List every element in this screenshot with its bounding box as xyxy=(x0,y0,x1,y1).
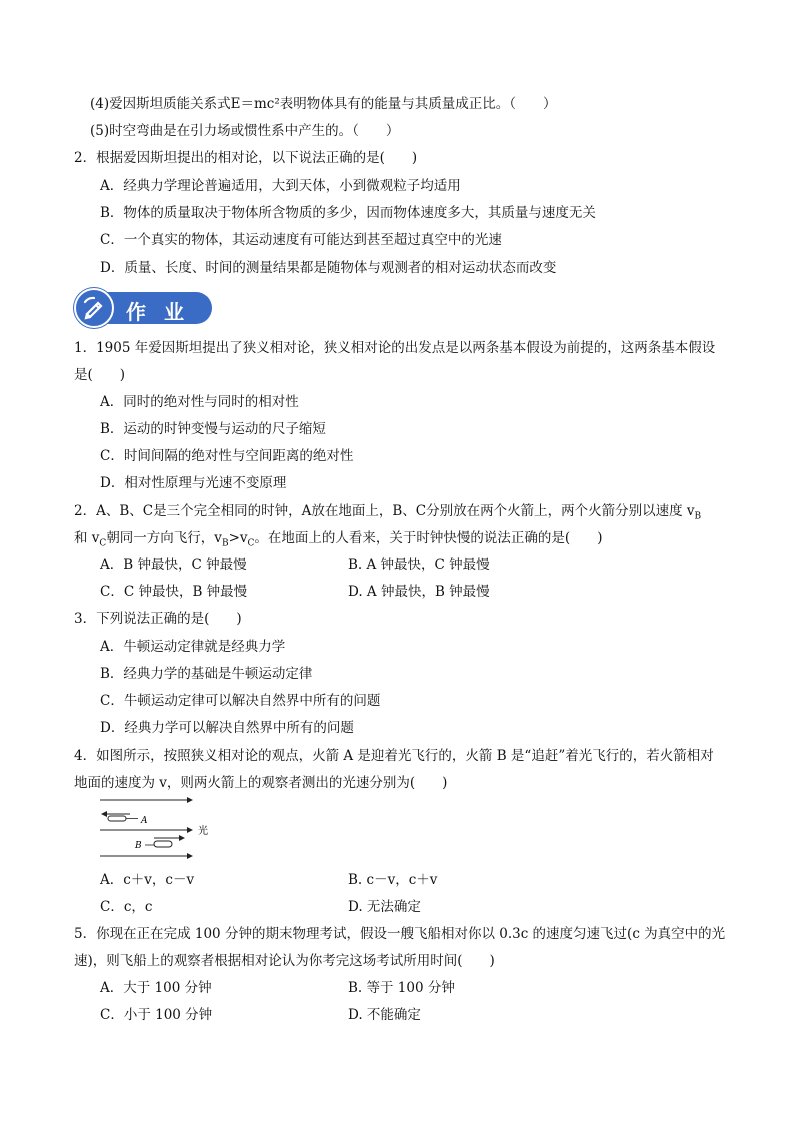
option-b: B．物体的质量取决于物体所含物质的多少，因而物体速度多大，其质量与速度无关 xyxy=(100,205,596,221)
option-a: A．B 钟最快，C 钟最慢 xyxy=(100,557,247,573)
option-d: D．质量、长度、时间的测量结果都是随物体与观测者的相对运动状态而改变 xyxy=(100,260,557,276)
question-stem-cont: 速)，则飞船上的观察者根据相对论认为你考完这场考试所用时间( ) xyxy=(74,953,495,969)
option-a: A．同时的绝对性与同时的相对性 xyxy=(100,394,299,410)
option-c: C．小于 100 分钟 xyxy=(100,1007,213,1023)
option-a: A．大于 100 分钟 xyxy=(100,980,212,996)
label-a: A xyxy=(141,816,148,826)
option-c: C．c，c xyxy=(100,899,153,915)
option-a: A．经典力学理论普遍适用，大到天体，小到微观粒子均适用 xyxy=(100,178,461,194)
option-b: B. 等于 100 分钟 xyxy=(348,980,455,996)
statement-5: (5)时空弯曲是在引力场或惯性系中产生的。（ ） xyxy=(90,123,400,139)
rocket-diagram xyxy=(98,792,228,862)
question-stem: 4．如图所示，按照狭义相对论的观点，火箭 A 是迎着光飞行的，火箭 B 是“追赶”着光飞行的，若火箭相对 xyxy=(74,748,714,764)
option-d: D．经典力学可以解决自然界中所有的问题 xyxy=(100,720,354,736)
option-b: B．经典力学的基础是牛顿运动定律 xyxy=(100,666,313,682)
sub-c2: C xyxy=(247,538,255,549)
section-heading xyxy=(74,288,212,328)
label-b: B xyxy=(135,841,142,851)
option-b: B. A 钟最快，C 钟最慢 xyxy=(348,557,490,573)
option-c: C．时间间隔的绝对性与空间距离的绝对性 xyxy=(100,448,354,464)
question-stem: 2．根据爱因斯坦提出的相对论，以下说法正确的是( ) xyxy=(74,150,418,166)
question-stem-cont: 是( ) xyxy=(74,367,126,383)
pencil-icon xyxy=(74,288,114,328)
question-stem: 3．下列说法正确的是( ) xyxy=(74,611,242,627)
option-d: D. 无法确定 xyxy=(348,899,421,915)
option-b: B. c－v，c＋v xyxy=(348,872,438,888)
rocket-a xyxy=(102,814,138,821)
option-c: C．一个真实的物体，其运动速度有可能达到甚至超过真空中的光速 xyxy=(100,232,502,248)
option-d: D. 不能确定 xyxy=(348,1007,421,1023)
label-light: 光 xyxy=(198,826,208,837)
sub-b2: B xyxy=(221,538,229,549)
rocket-b xyxy=(145,838,184,847)
option-c: C．牛顿运动定律可以解决自然界中所有的问题 xyxy=(100,693,381,709)
question-stem-cont: 地面的速度为 v，则两火箭上的观察者测出的光速分别为( ) xyxy=(74,775,448,791)
section-title: 作业 xyxy=(126,300,202,324)
question-stem: 1．1905 年爱因斯坦提出了狭义相对论，狭义相对论的出发点是以两条基本假设为前提的，这两条基本假设 xyxy=(74,340,716,356)
question-stem: 5．你现在正在完成 100 分钟的期末物理考试，假设一艘飞船相对你以 0.3c 的速度匀速飞过(c 为真空中的光 xyxy=(74,926,726,942)
statement-4: (4)爱因斯坦质能关系式E＝mc²表明物体具有的能量与其质量成正比。（ ） xyxy=(90,96,557,112)
question-stem-cont: 和 $v_C$朝同一方向飞行，$v_B>v_C$。在地面上的人看来，关于时钟快慢的说法正确的是( ) xyxy=(74,530,603,549)
option-c: C．C 钟最快，B 钟最慢 xyxy=(100,584,248,600)
option-b: B．运动的时钟变慢与运动的尺子缩短 xyxy=(100,421,326,437)
option-a: A．c＋v，c－v xyxy=(100,872,195,888)
option-d: D. A 钟最快，B 钟最慢 xyxy=(348,584,490,600)
option-d: D．相对性原理与光速不变原理 xyxy=(100,475,287,491)
option-a: A．牛顿运动定律就是经典力学 xyxy=(100,639,286,655)
question-stem: 2．A、B、C是三个完全相同的时钟，A放在地面上，B、C分别放在两个火箭上，两个火箭分别以速度 $v_B$ xyxy=(74,503,702,522)
